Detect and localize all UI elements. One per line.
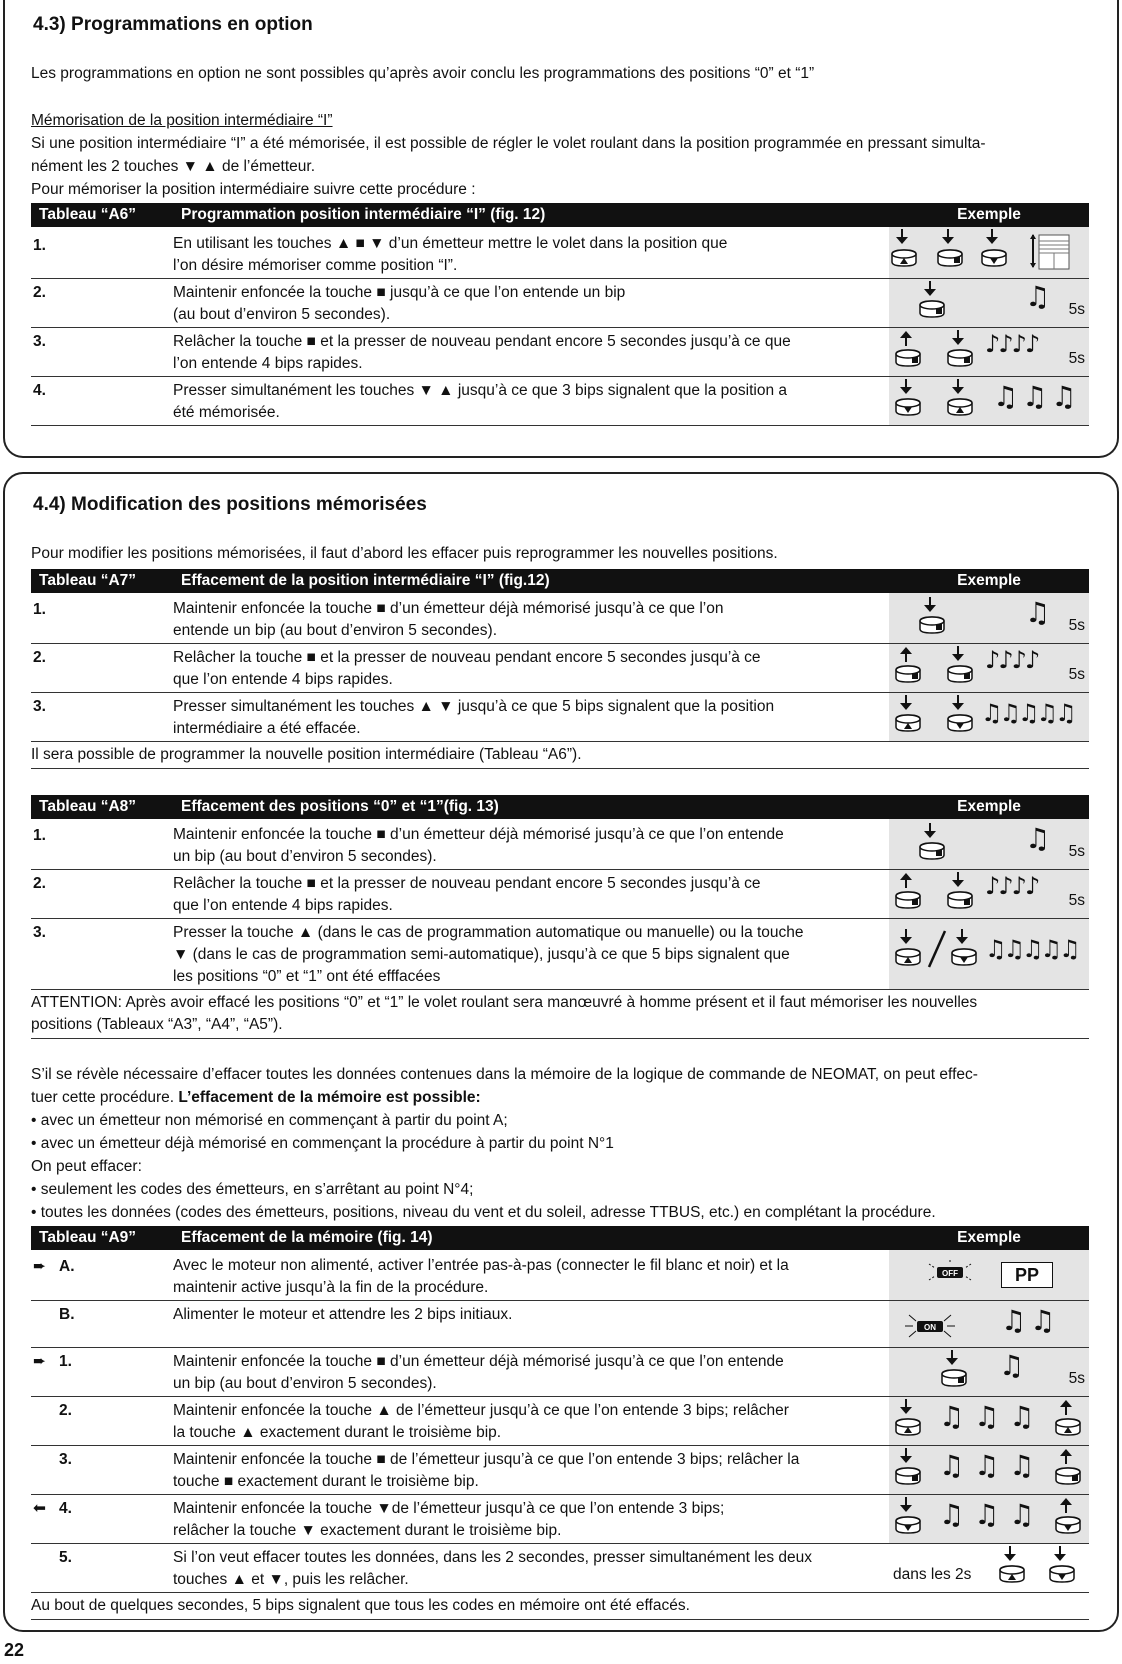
example-header: Exemple [889,795,1089,819]
on-badge: ON [924,1323,936,1332]
step-text: Presser simultanément les touches ▲ ▼ jusqu’à ce que 5 bips signalent que la position [173,698,775,715]
table-title: Effacement de la position intermédiaire “I” (fig.12) [173,569,889,593]
press-arrow-icon [899,695,913,711]
bullet: • avec un émetteur non mémorisé en commençant à partir du point A; [31,1112,508,1129]
down-key-icon [951,944,977,968]
step-text: touches ▲ et ▼, puis les relâcher. [173,1571,409,1588]
step-text: Maintenir enfoncée la touche ▲ de l’émetteur jusqu’à ce que l’on entende 3 bips; relâcher [173,1402,789,1419]
duration-label: 5s [1068,666,1085,683]
step-number: 3. [33,924,46,941]
table-row [31,1495,1089,1544]
pp-input-label: PP [1001,1262,1053,1288]
example-cell [889,593,1089,644]
example-cell [889,870,1089,919]
example-header: Exemple [889,1226,1089,1250]
beep-icon: ♫ [999,1349,1025,1382]
intro-text: Les programmations en option ne sont possibles qu’après avoir conclu les programmations des positions “0” et “1” [31,65,815,82]
step-number: B. [59,1306,75,1323]
down-key-icon [895,394,921,418]
release-arrow-icon [1059,1448,1073,1464]
off-badge: OFF [942,1269,958,1278]
duration-label: 5s [1068,301,1085,318]
up-key-icon [895,710,921,734]
section-title: 4.4) Modification des positions mémorisées [33,494,427,515]
five-beeps-icon: ♫♫♫♫♫ [985,935,1078,963]
section-title: 4.3) Programmations en option [33,14,313,35]
example-cell [889,819,1089,870]
table-title: Programmation position intermédiaire “I” (fig. 12) [173,203,889,227]
table-label: Tableau “A6” [31,203,173,227]
example-cell [889,644,1089,693]
duration-label: 5s [1068,843,1085,860]
table-a7 [31,569,1089,742]
press-arrow-icon [895,229,909,245]
press-arrow-icon [951,872,965,888]
step-text: (au bout d’environ 5 secondes). [173,306,391,323]
bullet: • toutes les données (codes des émetteurs, positions, niveau du vent et du soleil, adresse TTBUS, etc.) en complétant la procédure. [31,1204,936,1221]
down-key-icon [947,710,973,734]
table-row [31,279,1089,328]
stop-key-icon [1055,1463,1081,1487]
release-arrow-icon [899,330,913,346]
example-header: Exemple [889,569,1089,593]
duration-label: 5s [1068,1370,1085,1387]
time-limit-label: dans les 2s [893,1566,972,1583]
table-row [31,1348,1089,1397]
table-row [31,644,1089,693]
step-text: été mémorisée. [173,404,280,421]
paragraph: Si une position intermédiaire “I” a été mémorisée, il est possible de régler le volet roulant dans la position programmée en pressant simulta- [31,135,986,152]
beeps-icon: ♫♫♫ [993,380,1081,413]
table-row [31,328,1089,377]
table-a8 [31,795,1089,990]
press-arrow-icon [951,695,965,711]
table-title: Effacement des positions “0” et “1”(fig. 13) [173,795,889,819]
duration-label: 5s [1068,892,1085,909]
up-key-icon [1055,1414,1081,1438]
fast-beeps-icon: ♪♪♪♪ [985,646,1039,674]
press-arrow-icon [899,1448,913,1464]
step-number: 1. [33,237,46,254]
stop-key-icon [937,245,963,269]
table-footer: Au bout de quelques secondes, 5 bips signalent que tous les codes en mémoire ont été effacés. [31,1593,1089,1620]
stop-key-icon [947,887,973,911]
example-cell [889,328,1089,377]
step-text: Maintenir enfoncée la touche ■ jusqu’à ce que l’on entende un bip [173,284,626,301]
press-arrow-icon [1053,1546,1067,1562]
press-arrow-icon [923,281,937,297]
table-footer: Il sera possible de programmer la nouvelle position intermédiaire (Tableau “A6”). [31,742,1089,769]
table-row [31,919,1089,990]
step-number: 1. [33,601,46,618]
step-text: entende un bip (au bout d’environ 5 secondes). [173,622,498,639]
down-key-icon [1055,1512,1081,1536]
paragraph: nément les 2 touches ▼ ▲ de l’émetteur. [31,158,315,175]
paragraph: Pour mémoriser la position intermédiaire suivre cette procédure : [31,181,476,198]
press-arrow-icon [923,823,937,839]
start-arrow-icon: ➨ [33,1353,46,1370]
stop-key-icon [947,345,973,369]
fast-beeps-icon: ♪♪♪♪ [985,872,1039,900]
release-arrow-icon [899,872,913,888]
step-number: 1. [59,1353,72,1370]
table-label: Tableau “A7” [31,569,173,593]
two-beeps-icon: ♫♫ [1001,1304,1060,1337]
example-cell [889,1348,1089,1397]
or-slash-icon [925,929,949,969]
up-key-icon [947,394,973,418]
bullet: • avec un émetteur déjà mémorisé en commençant la procédure à partir du point N°1 [31,1135,614,1152]
example-cell [889,1301,1089,1348]
step-number: A. [59,1258,75,1275]
step-number: 4. [59,1500,72,1517]
step-number: 2. [33,284,46,301]
beep-icon: ♫ [1025,280,1051,313]
table-a9 [31,1226,1089,1593]
release-arrow-icon [1059,1399,1073,1415]
step-text: En utilisant les touches ▲ ■ ▼ d’un émetteur mettre le volet dans la position que [173,235,728,252]
example-cell [889,919,1089,990]
stop-key-icon [919,838,945,862]
power-on-icon [905,1311,955,1341]
table-row [31,227,1089,279]
section-optional-programming [3,0,1119,458]
paragraph: On peut effacer: [31,1158,142,1175]
table-row [31,593,1089,644]
example-cell [889,1250,1089,1301]
step-text: Si l’on veut effacer toutes les données, dans les 2 secondes, presser simultanément les deux [173,1549,813,1566]
press-arrow-icon [985,229,999,245]
step-number: 3. [33,333,46,350]
stop-key-icon [895,887,921,911]
step-text: Maintenir enfoncée la touche ■ d’un émetteur déjà mémorisé jusqu’à ce que l’on [173,600,724,617]
press-arrow-icon [951,379,965,395]
example-cell [889,1544,1089,1593]
start-arrow-icon: ➨ [33,1258,46,1275]
step-number: 2. [33,875,46,892]
release-arrow-icon [1059,1497,1073,1513]
press-arrow-icon [941,229,955,245]
press-arrow-icon [945,1350,959,1366]
example-cell [889,693,1089,742]
example-cell [889,279,1089,328]
three-beeps-icon: ♫♫♫ [939,1449,1045,1482]
duration-label: 5s [1068,617,1085,634]
step-number: 4. [33,382,46,399]
bullet: • seulement les codes des émetteurs, en s’arrêtant au point N°4; [31,1181,474,1198]
press-arrow-icon [923,597,937,613]
step-text: intermédiaire a été effacée. [173,720,361,737]
press-arrow-icon [899,1399,913,1415]
step-text: Presser la touche ▲ (dans le cas de programmation automatique ou manuelle) ou la touche [173,924,804,941]
emphasis: L’effacement de la mémoire est possible: [178,1089,481,1106]
down-key-icon [1049,1561,1075,1585]
stop-key-icon [895,1463,921,1487]
step-text: les positions “0” et “1” ont été efffacées [173,968,441,985]
step-text: que l’on entende 4 bips rapides. [173,897,393,914]
table-row [31,1544,1089,1593]
table-row [31,693,1089,742]
table-a6 [31,203,1089,426]
stop-key-icon [947,661,973,685]
table-row [31,1250,1089,1301]
step-text: la touche ▲ exactement durant le troisième bip. [173,1424,502,1441]
up-key-icon [895,944,921,968]
example-cell [889,1446,1089,1495]
step-text: maintenir active jusqu’à la fin de la procédure. [173,1279,489,1296]
press-arrow-icon [951,646,965,662]
press-arrow-icon [1003,1546,1017,1562]
five-beeps-icon: ♫♫♫♫♫ [981,699,1074,727]
example-cell [889,1397,1089,1446]
step-text: relâcher la touche ▼ exactement durant le troisième bip. [173,1522,562,1539]
step-text: l’on entende 4 bips rapides. [173,355,363,372]
stop-key-icon [895,345,921,369]
step-text: Relâcher la touche ■ et la presser de nouveau pendant encore 5 secondes jusqu’à ce [173,649,761,666]
shutter-position-icon [1029,233,1077,271]
example-cell [889,377,1089,426]
step-number: 3. [33,698,46,715]
example-header: Exemple [889,203,1089,227]
step-text: Relâcher la touche ■ et la presser de nouveau pendant encore 5 secondes jusqu’à ce que [173,333,791,350]
table-row [31,1397,1089,1446]
step-text: Relâcher la touche ■ et la presser de nouveau pendant encore 5 secondes jusqu’à ce [173,875,761,892]
step-text: Maintenir enfoncée la touche ▼de l’émetteur jusqu’à ce que l’on entende 3 bips; [173,1500,725,1517]
press-arrow-icon [899,1497,913,1513]
step-number: 1. [33,827,46,844]
table-row [31,870,1089,919]
up-key-icon [999,1561,1025,1585]
step-text: touche ■ exactement durant le troisième bip. [173,1473,479,1490]
stop-key-icon [895,661,921,685]
stop-key-icon [919,296,945,320]
step-text: l’on désire mémoriser comme position “I”. [173,257,458,274]
example-cell [889,227,1089,279]
step-text: Maintenir enfoncée la touche ■ d’un émetteur déjà mémorisé jusqu’à ce que l’on entende [173,1353,784,1370]
table-row [31,1446,1089,1495]
three-beeps-icon: ♫♫♫ [939,1498,1045,1531]
release-arrow-icon [899,646,913,662]
table-row [31,377,1089,426]
press-arrow-icon [955,929,969,945]
step-text: Alimenter le moteur et attendre les 2 bips initiaux. [173,1306,513,1323]
step-text: un bip (au bout d’environ 5 secondes). [173,848,437,865]
table-label: Tableau “A8” [31,795,173,819]
step-text: que l’on entende 4 bips rapides. [173,671,393,688]
attention-note: positions (Tableaux “A3”, “A4”, “A5”). [31,1016,283,1033]
beep-icon: ♫ [1025,822,1051,855]
beep-icon: ♫ [1025,596,1051,629]
up-key-icon [891,245,917,269]
down-key-icon [981,245,1007,269]
intro-text: Pour modifier les positions mémorisées, il faut d’abord les effacer puis reprogrammer les nouvelles positions. [31,545,778,562]
up-key-icon [895,1414,921,1438]
step-number: 5. [59,1549,72,1566]
step-number: 2. [33,649,46,666]
stop-key-icon [941,1365,967,1389]
section-modify-positions [3,472,1119,1632]
example-cell [889,1495,1089,1544]
table-row [31,1301,1089,1348]
step-number: 2. [59,1402,72,1419]
stop-key-icon [919,612,945,636]
step-text: Maintenir enfoncée la touche ■ de l’émetteur jusqu’à ce que l’on entende 3 bips; relâcher la [173,1451,800,1468]
power-off-icon [925,1258,975,1286]
step-text: un bip (au bout d’environ 5 secondes). [173,1375,437,1392]
step-text: Presser simultanément les touches ▼ ▲ jusqu’à ce que 3 bips signalent que la position a [173,382,787,399]
paragraph: tuer cette procédure. [31,1089,179,1106]
attention-note: ATTENTION: Après avoir effacé les positions “0” et “1” le volet roulant sera manœuvré à homme présent et il faut mémoriser les nouvelles [31,994,978,1011]
step-text: Avec le moteur non alimenté, activer l’entrée pas-à-pas (connecter le fil blanc et noir) et la [173,1257,789,1274]
step-text: ▼ (dans le cas de programmation semi-automatique), jusqu’à ce que 5 bips signalent que [173,946,790,963]
subheading: Mémorisation de la position intermédiaire “I” [31,112,333,129]
table-title: Effacement de la mémoire (fig. 14) [173,1226,889,1250]
three-beeps-icon: ♫♫♫ [939,1400,1045,1433]
down-key-icon [895,1512,921,1536]
table-label: Tableau “A9” [31,1226,173,1250]
table-row [31,819,1089,870]
press-arrow-icon [951,330,965,346]
page-number: 22 [4,1640,25,1660]
step-number: 3. [59,1451,72,1468]
press-arrow-icon [899,929,913,945]
stop-arrow-icon: ⬅ [33,1500,46,1517]
duration-label: 5s [1068,350,1085,367]
press-arrow-icon [899,379,913,395]
step-text: Maintenir enfoncée la touche ■ d’un émetteur déjà mémorisé jusqu’à ce que l’on entende [173,826,784,843]
fast-beeps-icon: ♪♪♪♪ [985,330,1039,358]
paragraph: S’il se révèle nécessaire d’effacer toutes les données contenues dans la mémoire de la logique de commande de NEOMAT, on peut effec- [31,1066,978,1083]
